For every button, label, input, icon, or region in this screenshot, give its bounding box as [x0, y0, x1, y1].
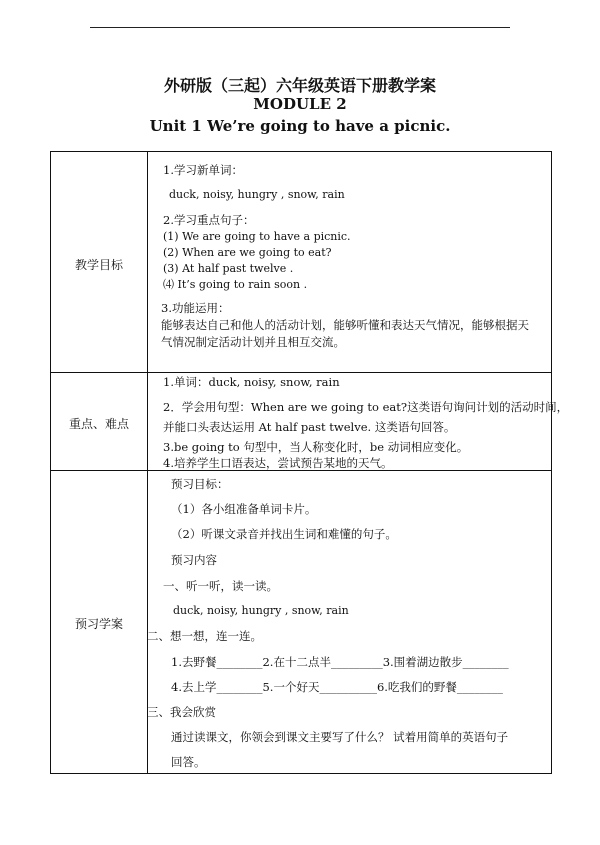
row-divider — [51, 372, 551, 373]
preview-line: 三、我会欣赏 — [147, 705, 216, 719]
key-points-line: 并能口头表达运用 At half past twelve. 这类语句回答。 — [163, 420, 456, 434]
key-points-line: 4.培养学生口语表达，尝试预告某地的天气。 — [163, 456, 393, 470]
document-title: 外研版（三起）六年级英语下册教学案 — [163, 76, 436, 95]
preview-line: 回答。 — [171, 755, 206, 769]
objectives-line: (1) We are going to have a picnic. — [163, 230, 351, 243]
lesson-plan-table — [50, 151, 569, 774]
preview-line: 1.去野餐________2.在十二点半_________3.围着湖边散步________ — [171, 655, 509, 669]
unit-heading: Unit 1 We’re going to have a picnic. — [149, 117, 451, 135]
preview-line: 预习内容 — [171, 553, 217, 567]
objectives-line: (3) At half past twelve . — [163, 262, 294, 275]
module-heading: MODULE 2 — [253, 95, 347, 113]
objectives-line: 1.学习新单词： — [163, 163, 243, 177]
key-points-line: 2．学会用句型：When are we going to eat?这类语句询问计划的活动时间， — [163, 400, 569, 414]
top-rule — [90, 27, 510, 28]
preview-label: 预习学案 — [74, 617, 123, 631]
preview-line: 预习目标： — [171, 477, 229, 491]
objectives-line: ⑷ It’s going to rain soon . — [163, 278, 308, 291]
objectives-line: 气情况制定活动计划并且相互交流。 — [161, 335, 345, 349]
objectives-line: 能够表达自己和他人的活动计划，能够听懂和表达天气情况，能够根据天 — [161, 318, 529, 332]
objectives-line: duck, noisy, hungry , snow, rain — [169, 188, 345, 201]
objectives-line: 3.功能运用： — [161, 301, 230, 315]
preview-line: （1）各小组准备单词卡片。 — [171, 502, 317, 516]
key-points-line: 1.单词：duck, noisy, snow, rain — [163, 375, 340, 389]
preview-line: 一、听一听，读一读。 — [163, 579, 278, 593]
preview-line: 4.去上学________5.一个好天__________6.吃我们的野餐________ — [171, 680, 503, 694]
key-points-line: 3.be going to 句型中，当人称变化时，be 动词相应变化。 — [163, 440, 469, 454]
preview-line: duck, noisy, hungry , snow, rain — [173, 604, 349, 617]
objectives-label: 教学目标 — [74, 258, 123, 272]
preview-line: 二、想一想，连一连。 — [147, 629, 262, 643]
row-divider — [51, 470, 551, 471]
preview-line: （2）听课文录音并找出生词和难懂的句子。 — [171, 527, 397, 541]
key-points-label: 重点、难点 — [68, 417, 129, 431]
objectives-line: (2) When are we going to eat? — [163, 246, 332, 259]
column-divider — [147, 152, 148, 773]
preview-line: 通过读课文，你领会到课文主要写了什么？ 试着用简单的英语句子 — [171, 730, 509, 744]
objectives-line: 2.学习重点句子： — [163, 213, 255, 227]
